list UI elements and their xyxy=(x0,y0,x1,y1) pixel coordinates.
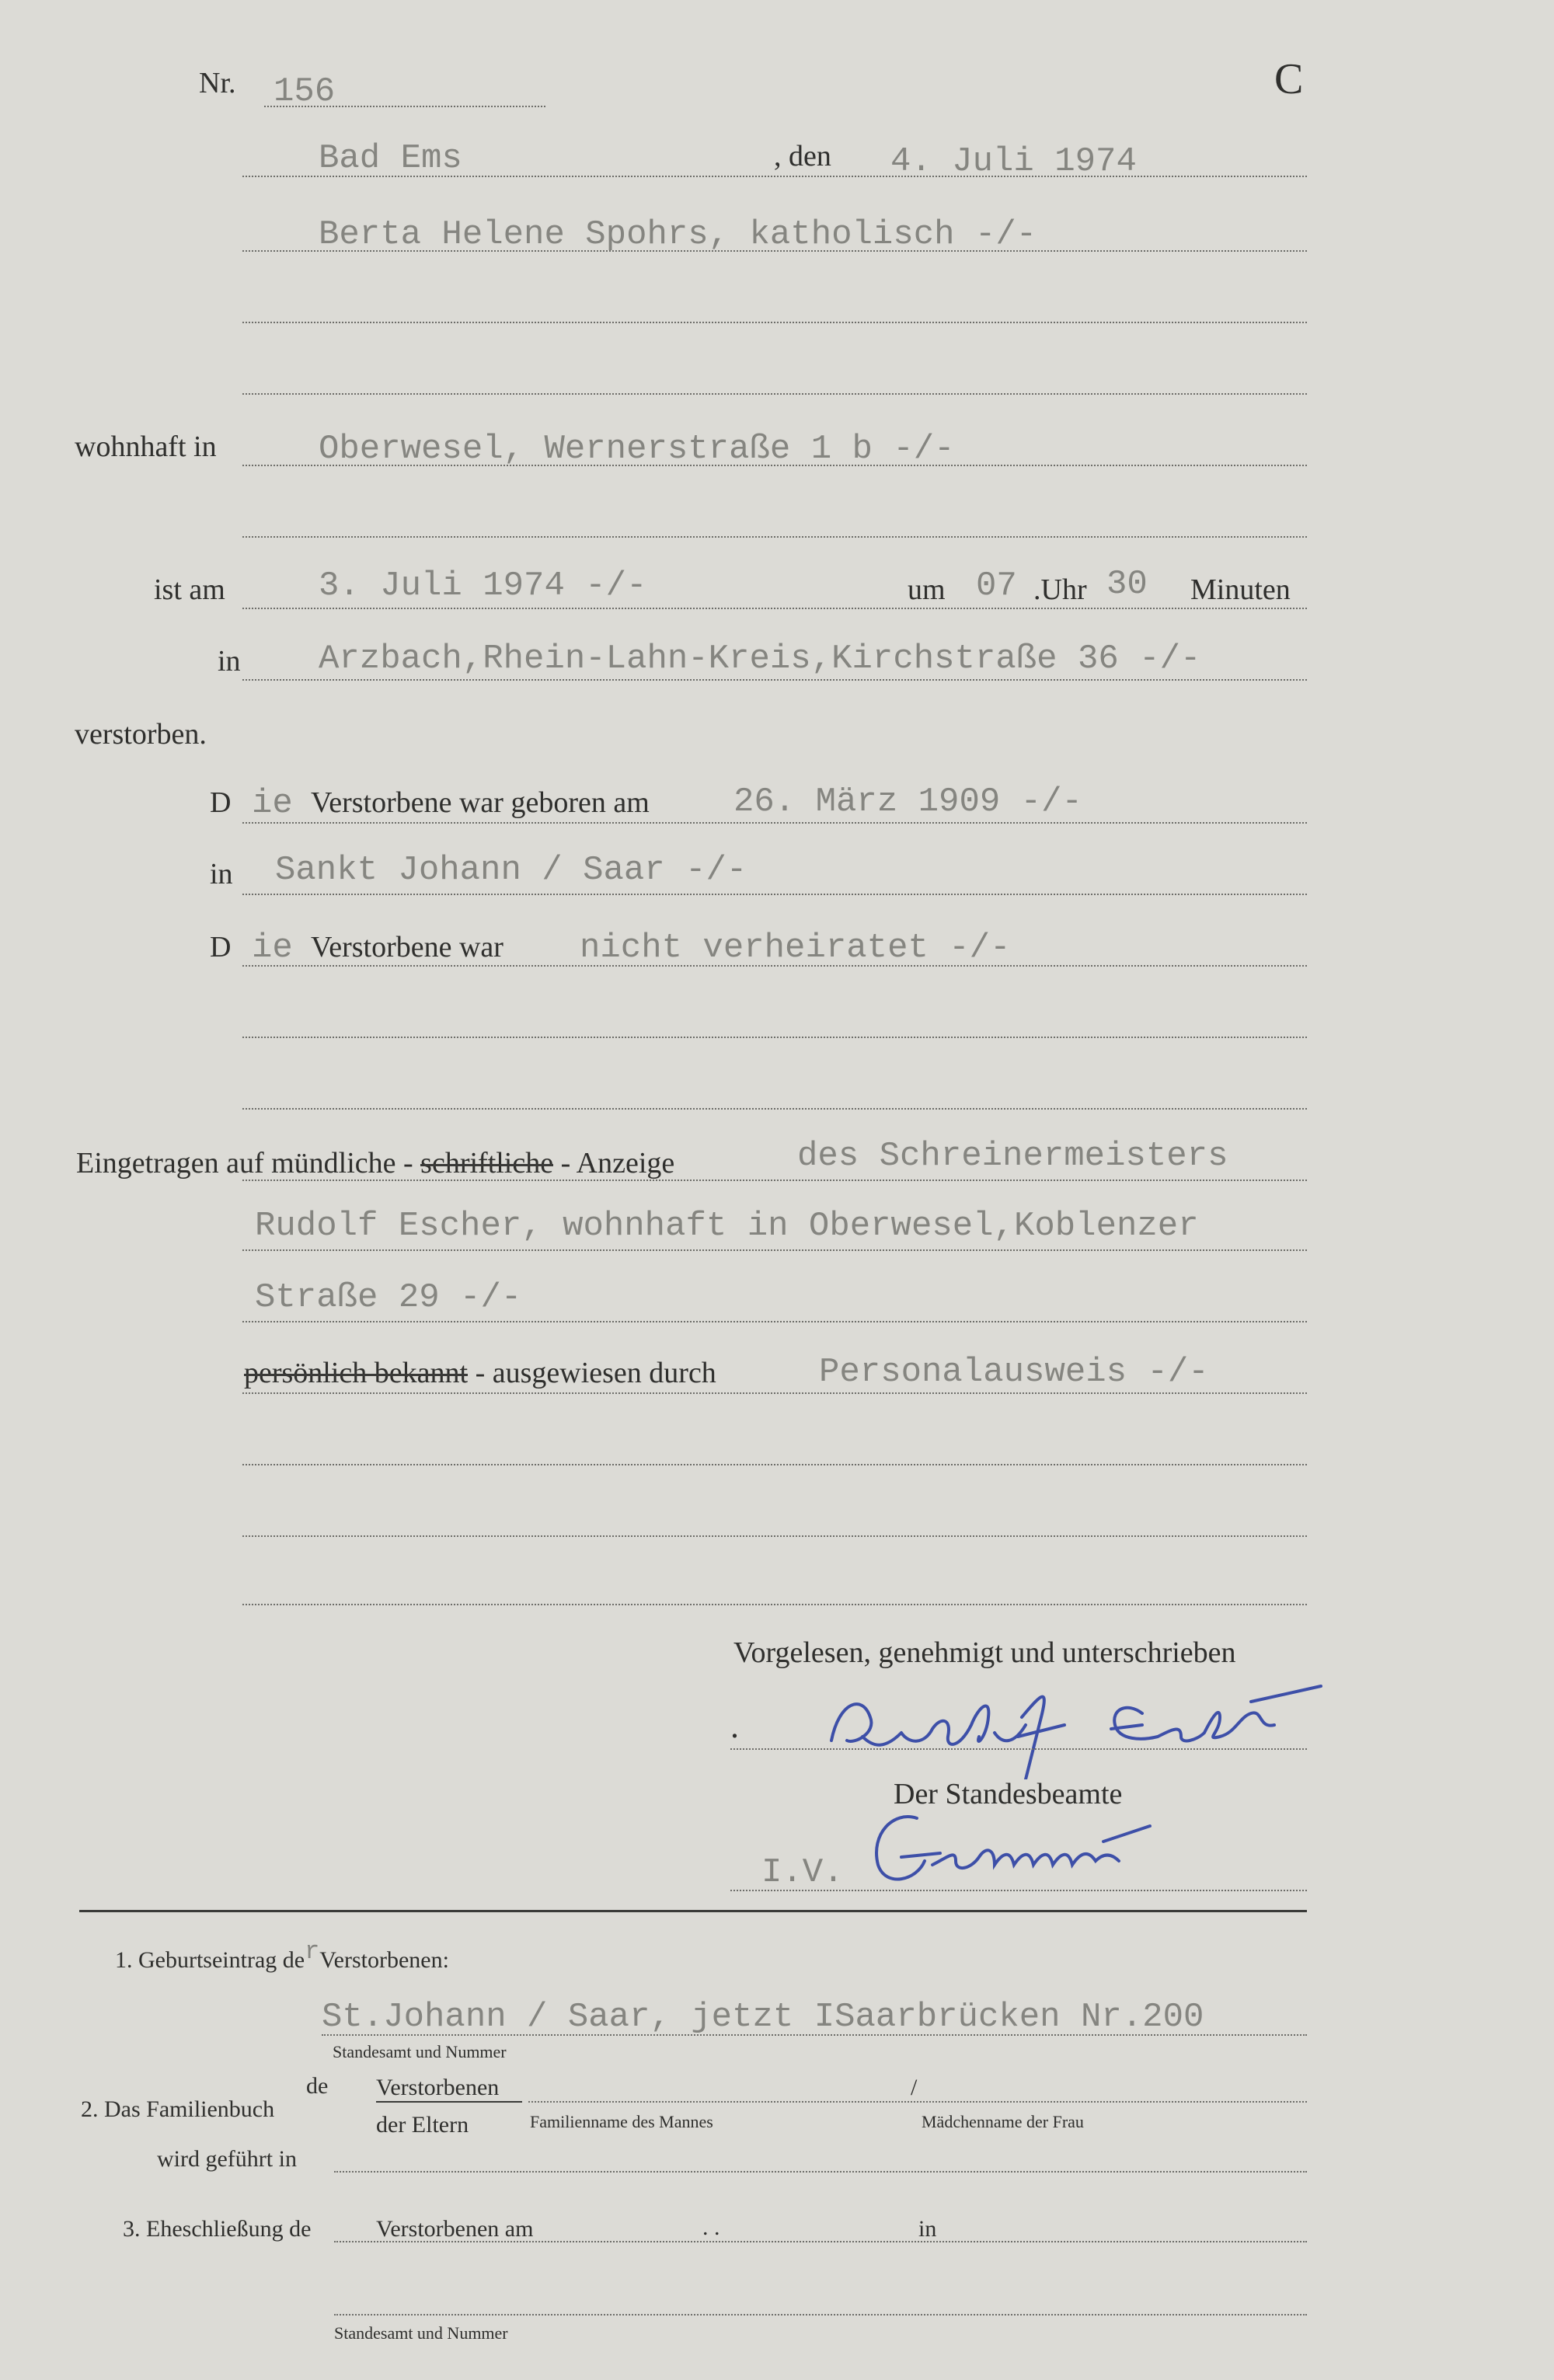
registrar-signature xyxy=(855,1795,1197,1896)
identification-value: Personalausweis -/- xyxy=(819,1353,1209,1392)
death-date: 3. Juli 1974 -/- xyxy=(319,566,647,605)
birth-entry-rule xyxy=(322,2034,1307,2036)
registrar-signature-line xyxy=(730,1890,1307,1891)
informant-signature-line xyxy=(730,1748,1307,1750)
death-in-label: in xyxy=(218,645,241,678)
informant-rule-1 xyxy=(242,1180,1307,1181)
family-book-de: de xyxy=(306,2073,329,2099)
marital-label: Verstorbene war xyxy=(311,931,503,963)
registration-label: Eingetragen auf mündliche - schriftliche - Anzeige xyxy=(76,1147,675,1180)
standesbeamte-label: Der Standesbeamte xyxy=(894,1778,1123,1810)
husband-surname-caption: Familienname des Mannes xyxy=(530,2112,713,2131)
struck-schriftliche: schriftliche xyxy=(420,1147,554,1180)
blank-rule-2 xyxy=(242,1535,1307,1537)
birth-place-line xyxy=(242,894,1307,895)
marriage-rule xyxy=(334,2241,1307,2242)
name-line-2 xyxy=(242,322,1307,323)
marriage-caption: Standesamt und Nummer xyxy=(334,2323,508,2343)
marriage-in-label: in xyxy=(918,2216,937,2242)
birth-place: Sankt Johann / Saar -/- xyxy=(275,851,747,890)
signature-dot: . xyxy=(730,1707,739,1745)
birth-date-line xyxy=(242,822,1307,824)
nr-label: Nr. xyxy=(199,67,236,99)
name-line-3 xyxy=(242,393,1307,395)
residence-line xyxy=(242,465,1307,466)
uhr-label: .Uhr xyxy=(1033,573,1087,606)
family-book-slash: / xyxy=(911,2075,918,2100)
marital-prefix: D xyxy=(210,931,232,963)
iv-label: I.V. xyxy=(761,1853,844,1892)
identification-label: persönlich bekannt - ausgewiesen durch xyxy=(244,1357,716,1389)
marital-line-3 xyxy=(242,1108,1307,1110)
residence-line-2 xyxy=(242,536,1307,538)
registration-date: 4. Juli 1974 xyxy=(890,142,1137,181)
birth-entry-value: St.Johann / Saar, jetzt ISaarbrücken Nr.200 xyxy=(322,1998,1204,2037)
residence-label: wohnhaft in xyxy=(75,430,217,463)
marital-line-1 xyxy=(242,965,1307,967)
death-hour: 07 xyxy=(976,566,1017,605)
informant-line-2: Rudolf Escher, wohnhaft in Oberwesel,Koblenzer xyxy=(255,1207,1199,1246)
marital-line-2 xyxy=(242,1037,1307,1038)
marriage-label: 3. Eheschließung de xyxy=(123,2216,312,2242)
family-book-option-parents: der Eltern xyxy=(376,2112,469,2138)
wife-maiden-name-caption: Mädchenname der Frau xyxy=(922,2112,1084,2131)
identification-rule xyxy=(242,1392,1307,1394)
death-minutes: 30 xyxy=(1106,565,1148,604)
marital-status: nicht verheiratet -/- xyxy=(580,929,1011,967)
informant-rule-2 xyxy=(242,1249,1307,1251)
death-place-line xyxy=(242,679,1307,681)
form-letter: C xyxy=(1274,55,1304,103)
marriage-registry-rule xyxy=(334,2314,1307,2316)
birth-prefix: D xyxy=(210,786,232,819)
marriage-value: Verstorbenen am xyxy=(376,2216,534,2242)
birth-entry-caption: Standesamt und Nummer xyxy=(333,2042,507,2061)
read-approved-signed-label: Vorgelesen, genehmigt und unterschrieben xyxy=(733,1636,1236,1669)
minuten-label: Minuten xyxy=(1190,573,1291,606)
informant-signature xyxy=(816,1671,1336,1779)
death-date-line xyxy=(242,608,1307,609)
verstorben-label: verstorben. xyxy=(75,718,207,751)
footer-separator xyxy=(79,1910,1307,1912)
birth-date: 26. März 1909 -/- xyxy=(733,782,1082,821)
blank-rule-3 xyxy=(242,1604,1307,1605)
um-label: um xyxy=(908,573,946,606)
marriage-date-dots: . . xyxy=(702,2214,720,2240)
informant-line-1: des Schreinermeisters xyxy=(797,1137,1228,1176)
nr-value: 156 xyxy=(274,72,336,111)
birth-entry-label: 1. Geburtseintrag derVerstorbenen: xyxy=(115,1937,449,1973)
family-book-location-rule xyxy=(334,2171,1307,2173)
struck-persoenlich-bekannt: persönlich bekannt xyxy=(244,1357,469,1389)
family-book-rule xyxy=(528,2101,1307,2103)
residence-value: Oberwesel, Wernerstraße 1 b -/- xyxy=(319,430,955,469)
birth-article: ie xyxy=(252,784,293,823)
family-book-option-deceased: Verstorbenen xyxy=(376,2075,500,2100)
death-place: Arzbach,Rhein-Lahn-Kreis,Kirchstraße 36 -/- xyxy=(319,639,1201,678)
den-label: , den xyxy=(774,140,831,172)
birth-label: Verstorbene war geboren am xyxy=(311,786,650,819)
option-underline xyxy=(376,2101,522,2103)
family-book-label: 2. Das Familienbuch xyxy=(81,2096,275,2122)
nr-line xyxy=(264,106,545,107)
informant-line-3: Straße 29 -/- xyxy=(255,1278,522,1317)
marital-article: ie xyxy=(252,929,293,967)
informant-rule-3 xyxy=(242,1321,1307,1322)
blank-rule-1 xyxy=(242,1464,1307,1465)
place-of-registration: Bad Ems xyxy=(319,139,462,178)
family-book-wird-label: wird geführt in xyxy=(157,2146,297,2172)
place-date-line xyxy=(242,176,1307,177)
ist-am-label: ist am xyxy=(154,573,225,606)
name-line-1 xyxy=(242,250,1307,252)
deceased-name: Berta Helene Spohrs, katholisch -/- xyxy=(319,215,1037,254)
birth-in-label: in xyxy=(210,858,233,890)
